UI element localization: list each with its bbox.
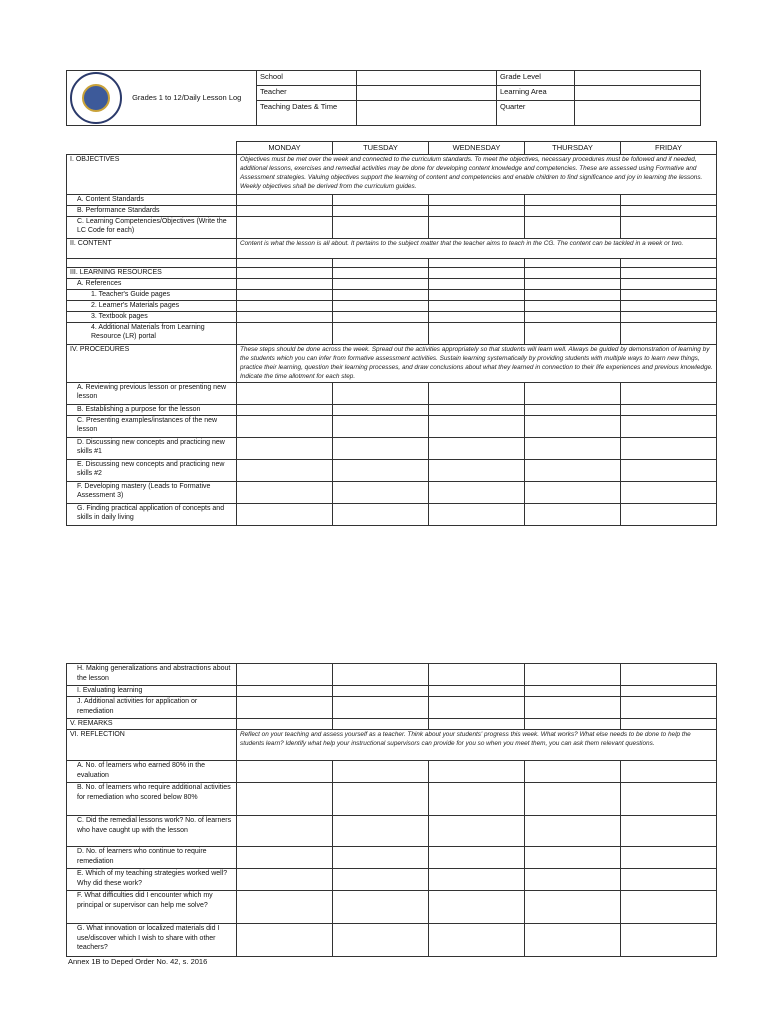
cell[interactable]: [525, 289, 621, 300]
reflection-label: VI. REFLECTION: [67, 730, 237, 761]
cell[interactable]: [333, 783, 429, 816]
procedure-g-label: G. Finding practical application of concepts and skills in daily living: [67, 503, 237, 525]
cell[interactable]: [525, 481, 621, 503]
content-standards-label: A. Content Standards: [67, 194, 237, 205]
procedure-h-label: H. Making generalizations and abstractions about the lesson: [67, 664, 237, 686]
cell[interactable]: [621, 300, 717, 311]
procedure-j-label: J. Additional activities for application or remediation: [67, 697, 237, 719]
cell[interactable]: [237, 300, 333, 311]
reflection-note: Reflect on your teaching and assess yourself as a teacher. Think about your students' progress this week. What works? What else needs to be done to help the students learn? Identify what help your instructional supervisors can provide for you so when you meet them, you can ask them relevant questions.: [237, 730, 717, 761]
cell[interactable]: [621, 289, 717, 300]
cell[interactable]: [429, 415, 525, 437]
performance-standards-label: B. Performance Standards: [67, 205, 237, 216]
cell[interactable]: [237, 194, 333, 205]
cell[interactable]: [429, 816, 525, 847]
cell[interactable]: [333, 382, 429, 404]
cell[interactable]: [429, 404, 525, 415]
reflection-e-label: E. Which of my teaching strategies worked well? Why did these work?: [67, 869, 237, 891]
procedures-note: These steps should be done across the week. Spread out the activities appropriately so that students will learn well. Always be guided by demonstration of learning by the students which you can infer from formative assessment activities. Sustain learning systematically by providing students with multiple ways to learn new things, practice their learning, question their learning processes, and draw conclusions about what they learned in connection to their life experiences and previous knowledge. Indicate the time allotment for each step.: [237, 344, 717, 382]
cell[interactable]: [525, 783, 621, 816]
day-header: THURSDAY: [525, 142, 621, 155]
reflection-c-label: C. Did the remedial lessons work? No. of learners who have caught up with the lesson: [67, 816, 237, 847]
lesson-log-table-2: [66, 663, 717, 957]
cell[interactable]: [237, 459, 333, 481]
cell[interactable]: [525, 258, 621, 267]
procedure-i-label: I. Evaluating learning: [67, 686, 237, 697]
cell[interactable]: [333, 697, 429, 719]
cell[interactable]: [525, 437, 621, 459]
cell[interactable]: [237, 761, 333, 783]
cell[interactable]: [525, 216, 621, 238]
cell[interactable]: [333, 300, 429, 311]
day-header: FRIDAY: [621, 142, 717, 155]
cell[interactable]: [429, 761, 525, 783]
cell[interactable]: [429, 664, 525, 686]
cell[interactable]: [621, 503, 717, 525]
cell[interactable]: [621, 205, 717, 216]
learning-area-field[interactable]: [575, 85, 701, 100]
cell[interactable]: [333, 869, 429, 891]
cell[interactable]: [525, 382, 621, 404]
cell[interactable]: [621, 816, 717, 847]
content-note: Content is what the lesson is all about. It pertains to the subject matter that the teacher aims to teach in the CG. The content can be tackled in a week or two.: [237, 238, 717, 258]
school-field[interactable]: [357, 71, 497, 86]
references-label: A. References: [67, 278, 237, 289]
cell[interactable]: [621, 216, 717, 238]
cell[interactable]: [621, 415, 717, 437]
cell[interactable]: [237, 719, 333, 730]
day-header: MONDAY: [237, 142, 333, 155]
cell[interactable]: [621, 258, 717, 267]
cell[interactable]: [525, 300, 621, 311]
cell[interactable]: [333, 267, 429, 278]
cell[interactable]: [525, 503, 621, 525]
learners-materials-label: 2. Learner's Materials pages: [67, 300, 237, 311]
quarter-label: Quarter: [497, 100, 575, 125]
teacher-field[interactable]: [357, 85, 497, 100]
cell[interactable]: [429, 194, 525, 205]
cell[interactable]: [525, 194, 621, 205]
cell[interactable]: [429, 924, 525, 957]
cell[interactable]: [333, 258, 429, 267]
cell[interactable]: [525, 719, 621, 730]
objectives-label: I. OBJECTIVES: [67, 154, 237, 194]
day-header: WEDNESDAY: [429, 142, 525, 155]
cell[interactable]: [429, 322, 525, 344]
cell[interactable]: [621, 761, 717, 783]
cell[interactable]: [237, 267, 333, 278]
cell[interactable]: [237, 697, 333, 719]
cell[interactable]: [429, 783, 525, 816]
teacher-label: Teacher: [257, 85, 357, 100]
procedure-b-label: B. Establishing a purpose for the lesson: [67, 404, 237, 415]
cell[interactable]: [621, 267, 717, 278]
cell[interactable]: [525, 924, 621, 957]
cell[interactable]: [237, 686, 333, 697]
cell[interactable]: [621, 382, 717, 404]
cell[interactable]: [333, 459, 429, 481]
deped-seal-icon: [70, 72, 122, 124]
procedure-e-label: E. Discussing new concepts and practicing new skills #2: [67, 459, 237, 481]
cell[interactable]: [429, 891, 525, 924]
reflection-f-label: F. What difficulties did I encounter which my principal or supervisor can help me solve?: [67, 891, 237, 924]
objectives-note: Objectives must be met over the week and connected to the curriculum standards. To meet the objectives, necessary procedures must be followed and if needed, additional lessons, exercises and remedial activities may be done for developing content knowledge and competencies. These are assessed using Formative and Assessment strategies. Valuing objectives support the learning of content and competencies and enable children to find significance and joy in learning the lessons. Weekly objectives shall be derived from the curriculum guides.: [237, 154, 717, 194]
cell[interactable]: [333, 891, 429, 924]
cell[interactable]: [621, 697, 717, 719]
quarter-field[interactable]: [575, 100, 701, 125]
cell[interactable]: [333, 415, 429, 437]
cell[interactable]: [429, 481, 525, 503]
cell[interactable]: [621, 437, 717, 459]
cell[interactable]: [525, 686, 621, 697]
cell[interactable]: [237, 816, 333, 847]
cell[interactable]: [621, 891, 717, 924]
cell[interactable]: [333, 311, 429, 322]
teaching-dates-field[interactable]: [357, 100, 497, 125]
cell[interactable]: [429, 258, 525, 267]
header-table: [66, 70, 701, 126]
procedure-d-label: D. Discussing new concepts and practicing new skills #1: [67, 437, 237, 459]
teachers-guide-label: 1. Teacher's Guide pages: [67, 289, 237, 300]
day-header: TUESDAY: [333, 142, 429, 155]
learning-resources-label: III. LEARNING RESOURCES: [67, 267, 237, 278]
remarks-label: V. REMARKS: [67, 719, 237, 730]
cell[interactable]: [429, 437, 525, 459]
reflection-g-label: G. What innovation or localized materials did I use/discover which I wish to share with other teachers?: [67, 924, 237, 957]
cell[interactable]: [333, 847, 429, 869]
cell[interactable]: [333, 194, 429, 205]
cell[interactable]: [525, 205, 621, 216]
cell[interactable]: [429, 278, 525, 289]
cell[interactable]: [525, 278, 621, 289]
cell[interactable]: [237, 382, 333, 404]
cell[interactable]: [237, 258, 333, 267]
cell[interactable]: [237, 869, 333, 891]
cell[interactable]: [525, 322, 621, 344]
learning-area-label: Learning Area: [497, 85, 575, 100]
cell[interactable]: [525, 761, 621, 783]
cell[interactable]: [333, 404, 429, 415]
cell[interactable]: [429, 216, 525, 238]
cell[interactable]: [237, 278, 333, 289]
header-logo-cell: [67, 71, 257, 126]
cell[interactable]: [237, 891, 333, 924]
cell[interactable]: [429, 697, 525, 719]
cell[interactable]: [429, 382, 525, 404]
cell[interactable]: [525, 459, 621, 481]
cell[interactable]: [333, 216, 429, 238]
cell[interactable]: [429, 205, 525, 216]
cell[interactable]: [621, 194, 717, 205]
cell[interactable]: [333, 761, 429, 783]
cell[interactable]: [237, 783, 333, 816]
cell[interactable]: [525, 664, 621, 686]
cell[interactable]: [333, 481, 429, 503]
cell[interactable]: [333, 719, 429, 730]
cell[interactable]: [237, 289, 333, 300]
cell[interactable]: [621, 869, 717, 891]
additional-materials-label: 4. Additional Materials from Learning Resource (LR) portal: [67, 322, 237, 344]
cell[interactable]: [333, 686, 429, 697]
cell[interactable]: [621, 459, 717, 481]
spacer-cell: [67, 258, 237, 267]
cell[interactable]: [621, 847, 717, 869]
cell[interactable]: [429, 503, 525, 525]
cell[interactable]: [525, 311, 621, 322]
cell[interactable]: [237, 847, 333, 869]
cell[interactable]: [525, 404, 621, 415]
cell[interactable]: [525, 891, 621, 924]
cell[interactable]: [621, 664, 717, 686]
cell[interactable]: [621, 783, 717, 816]
cell[interactable]: [621, 719, 717, 730]
cell[interactable]: [429, 686, 525, 697]
cell[interactable]: [621, 481, 717, 503]
cell[interactable]: [621, 311, 717, 322]
cell[interactable]: [333, 924, 429, 957]
lesson-log-table-1: [66, 141, 717, 526]
cell[interactable]: [525, 697, 621, 719]
cell[interactable]: [333, 289, 429, 300]
reflection-a-label: A. No. of learners who earned 80% in the evaluation: [67, 761, 237, 783]
reflection-d-label: D. No. of learners who continue to require remediation: [67, 847, 237, 869]
cell[interactable]: [237, 481, 333, 503]
textbook-pages-label: 3. Textbook pages: [67, 311, 237, 322]
procedure-a-label: A. Reviewing previous lesson or presenting new lesson: [67, 382, 237, 404]
cell[interactable]: [621, 278, 717, 289]
cell[interactable]: [525, 869, 621, 891]
cell[interactable]: [621, 924, 717, 957]
cell[interactable]: [333, 322, 429, 344]
procedures-label: IV. PROCEDURES: [67, 344, 237, 382]
form-title: Grades 1 to 12/Daily Lesson Log: [132, 93, 242, 103]
cell[interactable]: [429, 459, 525, 481]
cell[interactable]: [333, 503, 429, 525]
content-label: II. CONTENT: [67, 238, 237, 258]
cell[interactable]: [237, 664, 333, 686]
cell[interactable]: [237, 437, 333, 459]
cell[interactable]: [621, 404, 717, 415]
cell[interactable]: [237, 311, 333, 322]
cell[interactable]: [621, 322, 717, 344]
cell[interactable]: [429, 311, 525, 322]
procedure-c-label: C. Presenting examples/instances of the new lesson: [67, 415, 237, 437]
cell[interactable]: [237, 415, 333, 437]
cell[interactable]: [333, 816, 429, 847]
learning-competencies-label: C. Learning Competencies/Objectives (Write the LC Code for each): [67, 216, 237, 238]
cell[interactable]: [237, 322, 333, 344]
annex-footer: Annex 1B to Deped Order No. 42, s. 2016: [68, 957, 208, 966]
procedure-f-label: F. Developing mastery (Leads to Formative Assessment 3): [67, 481, 237, 503]
cell[interactable]: [237, 503, 333, 525]
cell[interactable]: [621, 686, 717, 697]
cell[interactable]: [237, 205, 333, 216]
cell[interactable]: [333, 437, 429, 459]
grade-level-label: Grade Level: [497, 71, 575, 86]
cell[interactable]: [525, 847, 621, 869]
cell[interactable]: [429, 289, 525, 300]
teaching-dates-label: Teaching Dates & Time: [257, 100, 357, 125]
cell[interactable]: [525, 267, 621, 278]
blank-corner: [67, 142, 237, 155]
cell[interactable]: [429, 847, 525, 869]
cell[interactable]: [333, 205, 429, 216]
cell[interactable]: [429, 300, 525, 311]
cell[interactable]: [237, 924, 333, 957]
school-label: School: [257, 71, 357, 86]
cell[interactable]: [237, 404, 333, 415]
cell[interactable]: [429, 719, 525, 730]
cell[interactable]: [333, 278, 429, 289]
cell[interactable]: [429, 869, 525, 891]
cell[interactable]: [333, 664, 429, 686]
cell[interactable]: [525, 415, 621, 437]
cell[interactable]: [525, 816, 621, 847]
cell[interactable]: [429, 267, 525, 278]
reflection-b-label: B. No. of learners who require additional activities for remediation who scored below 80%: [67, 783, 237, 816]
cell[interactable]: [237, 216, 333, 238]
grade-level-field[interactable]: [575, 71, 701, 86]
